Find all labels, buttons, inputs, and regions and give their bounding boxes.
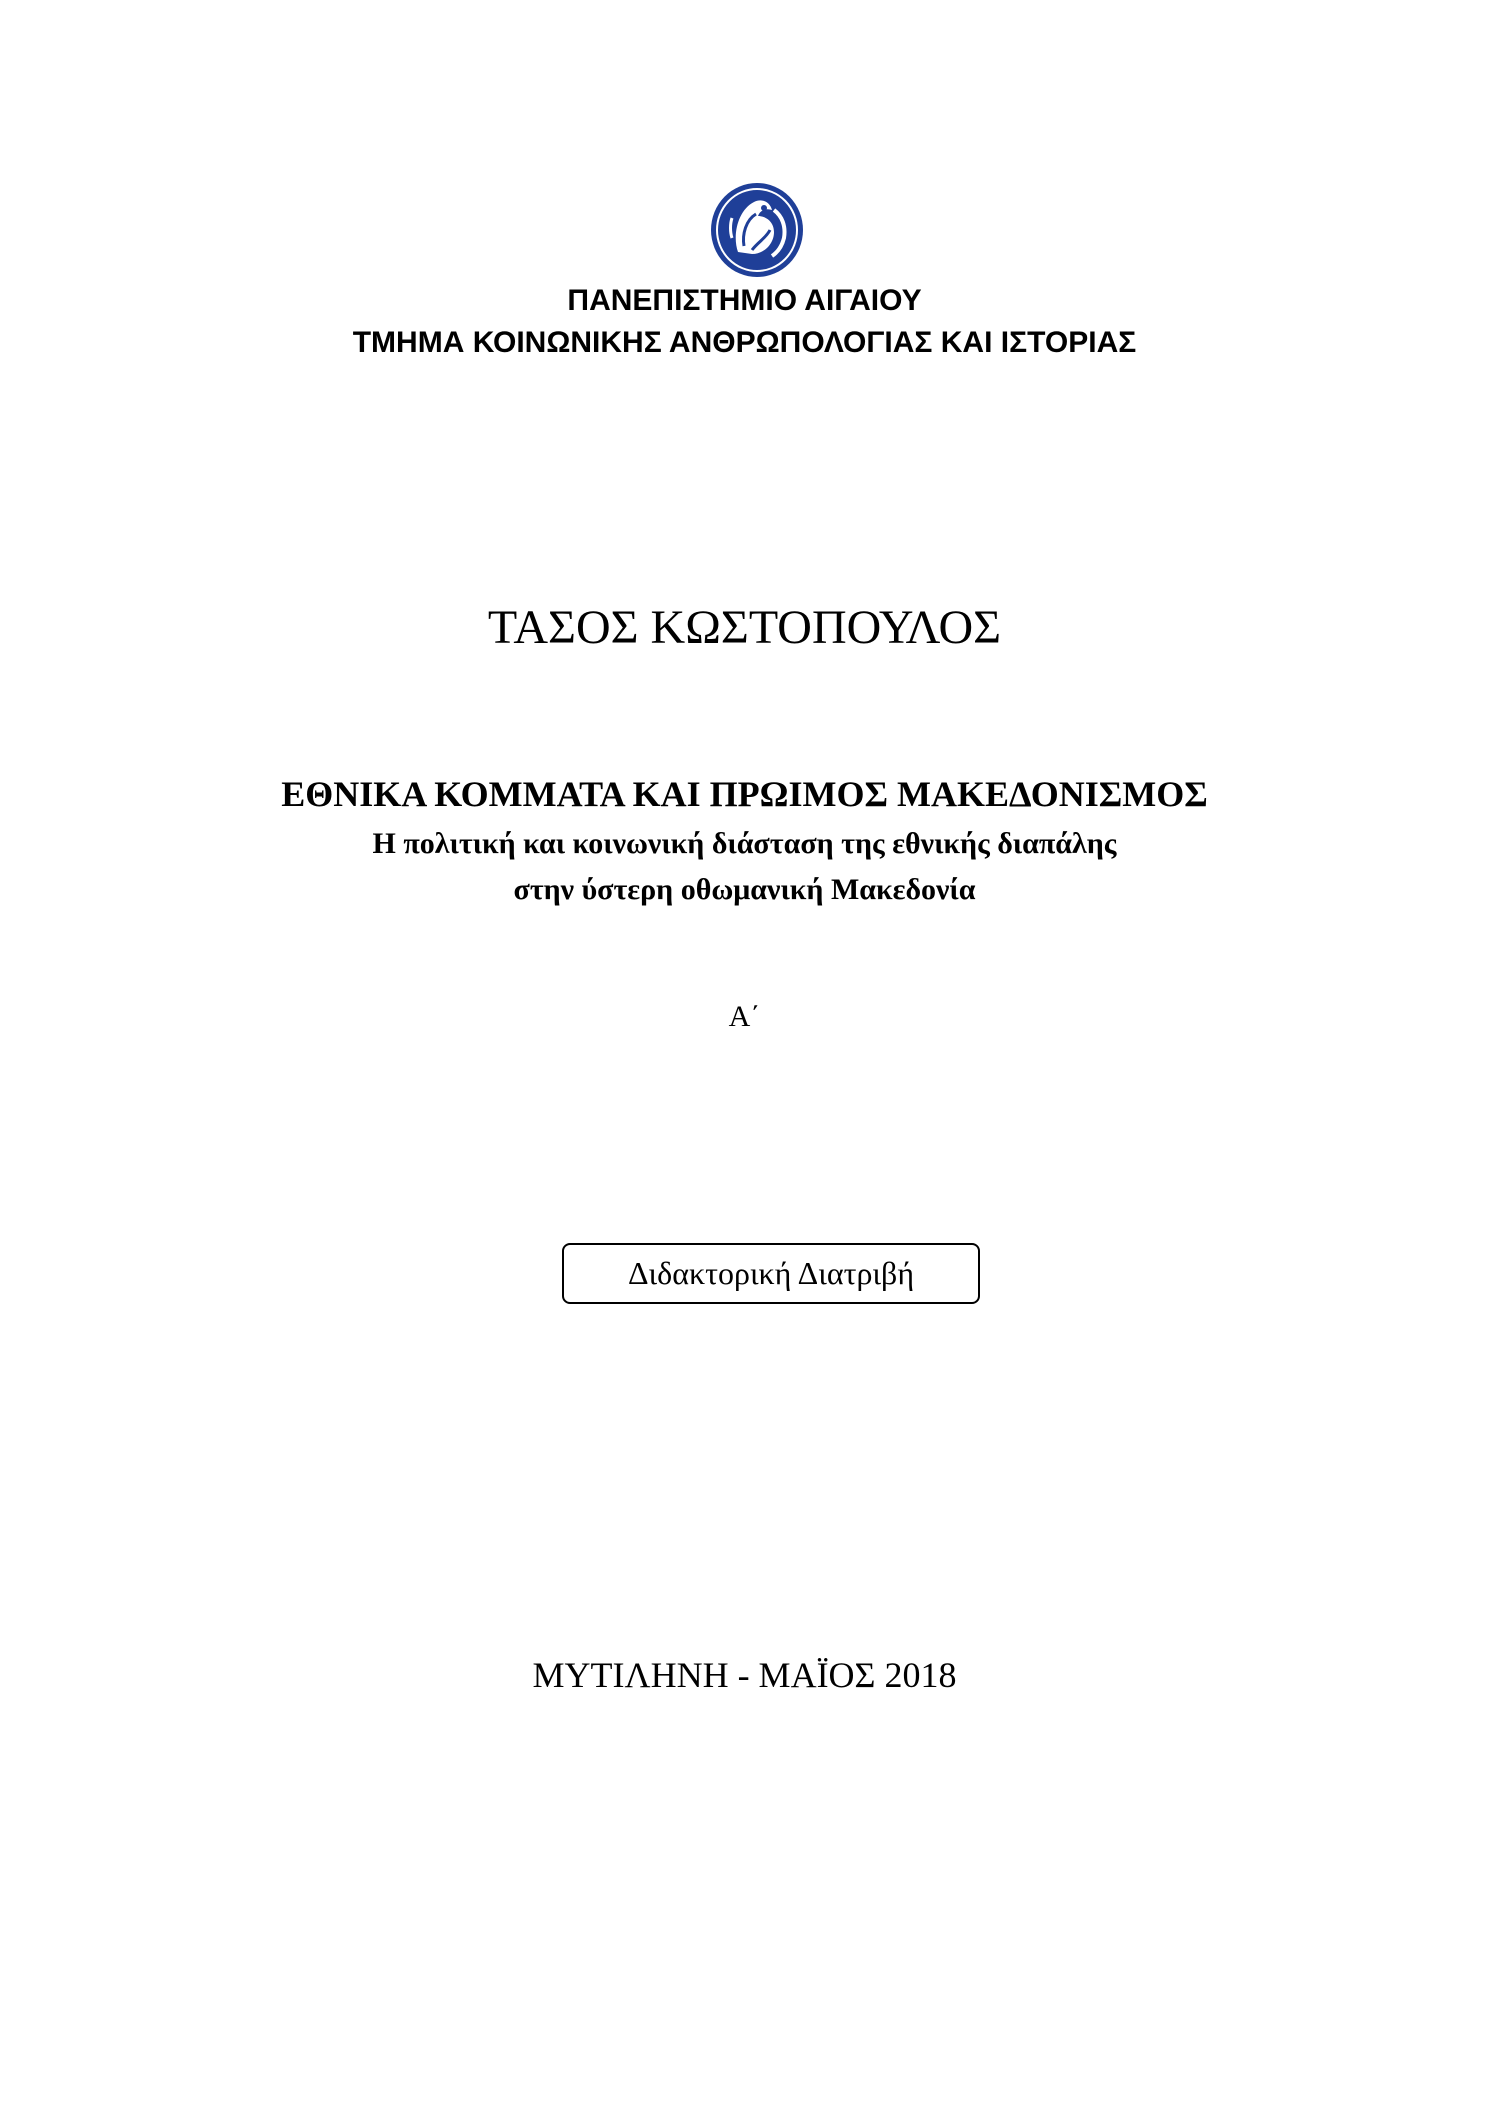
- university-seal-icon: [708, 180, 806, 280]
- university-name: ΠΑΝΕΠΙΣΤΗΜΙΟ ΑΙΓΑΙΟΥ: [567, 284, 922, 317]
- author-name: ΤΑΣΟΣ ΚΩΣΤΟΠΟΥΛΟΣ: [487, 601, 1002, 654]
- thesis-type-label: Διδακτορική Διατριβή: [627, 1255, 915, 1291]
- thesis-type-box: [562, 1243, 980, 1304]
- thesis-subtitle-line-1: Η πολιτική και κοινωνική διάσταση της εθνικής διαπάλης: [372, 827, 1117, 860]
- thesis-subtitle-line-2: στην ύστερη οθωμανική Μακεδονία: [513, 873, 976, 906]
- department-name: ΤΜΗΜΑ ΚΟΙΝΩΝΙΚΗΣ ΑΝΘΡΩΠΟΛΟΓΙΑΣ ΚΑΙ ΙΣΤΟΡΙΑΣ: [352, 326, 1137, 359]
- thesis-title: ΕΘΝΙΚΑ ΚΟΜΜΑΤΑ ΚΑΙ ΠΡΩΙΜΟΣ ΜΑΚΕΔΟΝΙΣΜΟΣ: [281, 774, 1208, 814]
- volume-number: Α΄: [728, 1000, 761, 1033]
- place-and-date: ΜΥΤΙΛΗΝΗ - ΜΑΪΟΣ 2018: [532, 1655, 957, 1695]
